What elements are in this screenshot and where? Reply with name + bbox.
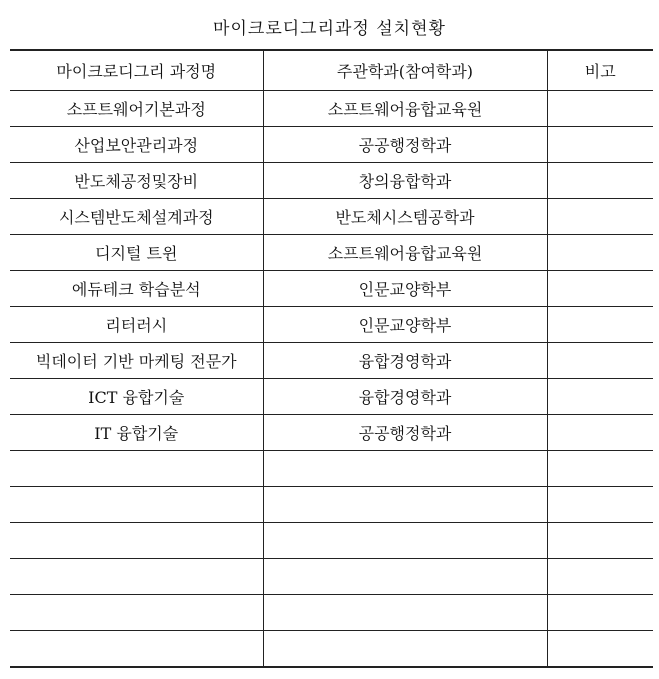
table-row — [10, 595, 653, 631]
header-row — [10, 50, 653, 91]
table-row — [10, 127, 653, 163]
cell-course: 디지털 트윈 — [10, 235, 263, 271]
cell-department — [263, 523, 547, 559]
header-note: 비고 — [547, 50, 653, 91]
cell-department: 반도체시스템공학과 — [263, 199, 547, 235]
cell-department: 융합경영학과 — [263, 343, 547, 379]
cell-department — [263, 487, 547, 523]
cell-course: ICT 융합기술 — [10, 379, 263, 415]
cell-department: 인문교양학부 — [263, 307, 547, 343]
cell-department: 창의융합학과 — [263, 163, 547, 199]
table-row — [10, 307, 653, 343]
cell-note — [547, 199, 653, 235]
cell-course — [10, 631, 263, 668]
cell-note — [547, 379, 653, 415]
cell-note — [547, 91, 653, 127]
table-row — [10, 451, 653, 487]
table-row — [10, 271, 653, 307]
cell-course — [10, 451, 263, 487]
cell-department — [263, 595, 547, 631]
cell-department: 소프트웨어융합교육원 — [263, 235, 547, 271]
cell-course: 빅데이터 기반 마케팅 전문가 — [10, 343, 263, 379]
cell-note — [547, 523, 653, 559]
page-title: 마이크로디그리과정 설치현황 — [213, 19, 446, 39]
cell-note — [547, 235, 653, 271]
cell-course: 산업보안관리과정 — [10, 127, 263, 163]
cell-course — [10, 559, 263, 595]
cell-course — [10, 487, 263, 523]
cell-department: 공공행정학과 — [263, 127, 547, 163]
cell-note — [547, 487, 653, 523]
table-row — [10, 631, 653, 668]
cell-department — [263, 451, 547, 487]
table-row — [10, 343, 653, 379]
cell-course: 시스템반도체설계과정 — [10, 199, 263, 235]
cell-department — [263, 559, 547, 595]
course-table — [10, 49, 653, 668]
cell-note — [547, 271, 653, 307]
cell-department — [263, 631, 547, 668]
table-row — [10, 91, 653, 127]
cell-note — [547, 451, 653, 487]
cell-department: 소프트웨어융합교육원 — [263, 91, 547, 127]
cell-course — [10, 595, 263, 631]
cell-department: 인문교양학부 — [263, 271, 547, 307]
table-row — [10, 487, 653, 523]
table-row — [10, 199, 653, 235]
cell-course: IT 융합기술 — [10, 415, 263, 451]
table-row — [10, 523, 653, 559]
cell-note — [547, 343, 653, 379]
cell-course: 반도체공정및장비 — [10, 163, 263, 199]
cell-note — [547, 631, 653, 668]
cell-note — [547, 163, 653, 199]
table-row — [10, 235, 653, 271]
table-row — [10, 415, 653, 451]
cell-course: 리터러시 — [10, 307, 263, 343]
cell-note — [547, 307, 653, 343]
cell-note — [547, 415, 653, 451]
table-row — [10, 163, 653, 199]
header-department: 주관학과(참여학과) — [263, 50, 547, 91]
cell-note — [547, 127, 653, 163]
cell-department: 공공행정학과 — [263, 415, 547, 451]
cell-course: 에듀테크 학습분석 — [10, 271, 263, 307]
table-row — [10, 559, 653, 595]
cell-note — [547, 595, 653, 631]
table-row — [10, 379, 653, 415]
header-course: 마이크로디그리 과정명 — [10, 50, 263, 91]
cell-note — [547, 559, 653, 595]
cell-course — [10, 523, 263, 559]
cell-department: 융합경영학과 — [263, 379, 547, 415]
cell-course: 소프트웨어기본과정 — [10, 91, 263, 127]
